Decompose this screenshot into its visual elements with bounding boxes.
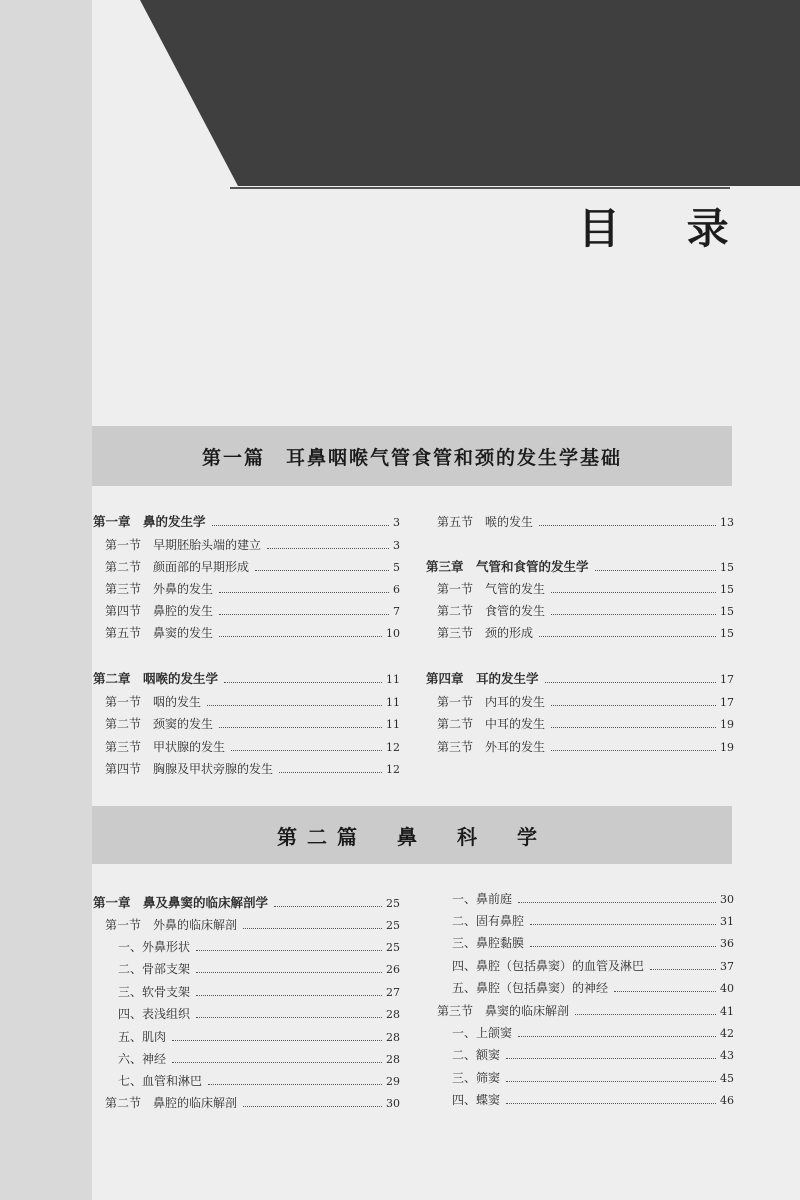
page-number: 43 bbox=[720, 1049, 734, 1062]
toc-subsection[interactable]: 六、神经 28 bbox=[118, 1049, 400, 1070]
toc-section[interactable]: 第二节 食管的发生 15 bbox=[437, 601, 734, 622]
leader-dots bbox=[219, 613, 389, 615]
page-number: 17 bbox=[720, 673, 734, 686]
page-number: 30 bbox=[386, 1097, 400, 1110]
leader-dots bbox=[219, 635, 382, 637]
left-edge-strip bbox=[0, 0, 92, 1200]
leader-dots bbox=[506, 1102, 716, 1104]
toc-chapter[interactable]: 第二章 咽喉的发生学 11 bbox=[93, 669, 400, 690]
toc-section[interactable]: 第三节 鼻窦的临床解剖 41 bbox=[437, 1001, 734, 1022]
leader-dots bbox=[196, 971, 382, 973]
toc-subsection[interactable]: 四、表浅组织 28 bbox=[118, 1004, 400, 1025]
page-number: 30 bbox=[720, 893, 734, 906]
page-number: 31 bbox=[720, 915, 734, 928]
page-number: 5 bbox=[393, 561, 400, 574]
leader-dots bbox=[506, 1080, 716, 1082]
toc-section[interactable]: 第三节 外鼻的发生 6 bbox=[105, 579, 400, 600]
leader-dots bbox=[551, 704, 716, 706]
leader-dots bbox=[212, 524, 389, 526]
page-number: 46 bbox=[720, 1094, 734, 1107]
toc-subsection[interactable]: 三、软骨支架 27 bbox=[118, 982, 400, 1003]
page-number: 11 bbox=[386, 696, 400, 709]
page-number: 26 bbox=[386, 963, 400, 976]
toc-subsection[interactable]: 一、鼻前庭 30 bbox=[452, 889, 734, 910]
leader-dots bbox=[267, 547, 389, 549]
toc-chapter[interactable]: 第三章 气管和食管的发生学 15 bbox=[426, 557, 734, 578]
page-number: 41 bbox=[720, 1005, 734, 1018]
leader-dots bbox=[255, 569, 389, 571]
page-number: 12 bbox=[386, 763, 400, 776]
leader-dots bbox=[614, 990, 716, 992]
page-number: 15 bbox=[720, 605, 734, 618]
leader-dots bbox=[196, 994, 382, 996]
leader-dots bbox=[575, 1013, 716, 1015]
toc-section[interactable]: 第四节 鼻腔的发生 7 bbox=[105, 601, 400, 622]
toc-subsection[interactable]: 二、骨部支架 26 bbox=[118, 959, 400, 980]
page-number: 3 bbox=[393, 516, 400, 529]
toc-section[interactable]: 第三节 甲状腺的发生 12 bbox=[105, 737, 400, 758]
leader-dots bbox=[551, 613, 716, 615]
toc-section[interactable]: 第二节 颈窦的发生 11 bbox=[105, 714, 400, 735]
toc-subsection[interactable]: 三、筛窦 45 bbox=[452, 1068, 734, 1089]
toc-subsection[interactable]: 二、固有鼻腔 31 bbox=[452, 911, 734, 932]
toc-section[interactable]: 第三节 颈的形成 15 bbox=[437, 623, 734, 644]
toc-section[interactable]: 第二节 颜面部的早期形成 5 bbox=[105, 557, 400, 578]
toc-section[interactable]: 第二节 鼻腔的临床解剖 30 bbox=[105, 1093, 400, 1114]
leader-dots bbox=[595, 569, 716, 571]
leader-dots bbox=[224, 681, 382, 683]
part-one-banner: 第一篇 耳鼻咽喉气管食管和颈的发生学基础 bbox=[92, 426, 732, 486]
page-number: 25 bbox=[386, 941, 400, 954]
toc-section[interactable]: 第五节 喉的发生 13 bbox=[437, 512, 734, 533]
leader-dots bbox=[506, 1057, 716, 1059]
toc-subsection[interactable]: 四、鼻腔（包括鼻窦）的血管及淋巴 37 bbox=[452, 956, 734, 977]
page-number: 29 bbox=[386, 1075, 400, 1088]
toc-section[interactable]: 第一节 气管的发生 15 bbox=[437, 579, 734, 600]
page-number: 6 bbox=[393, 583, 400, 596]
toc-section[interactable]: 第三节 外耳的发生 19 bbox=[437, 737, 734, 758]
page-number: 15 bbox=[720, 583, 734, 596]
page-number: 25 bbox=[386, 897, 400, 910]
toc-section[interactable]: 第一节 咽的发生 11 bbox=[105, 692, 400, 713]
toc-section[interactable]: 第一节 内耳的发生 17 bbox=[437, 692, 734, 713]
leader-dots bbox=[243, 1105, 382, 1107]
page-number: 28 bbox=[386, 1053, 400, 1066]
toc-section[interactable]: 第二节 中耳的发生 19 bbox=[437, 714, 734, 735]
page-number: 17 bbox=[720, 696, 734, 709]
leader-dots bbox=[243, 927, 382, 929]
leader-dots bbox=[530, 923, 716, 925]
leader-dots bbox=[172, 1061, 382, 1063]
page-number: 28 bbox=[386, 1008, 400, 1021]
leader-dots bbox=[231, 749, 382, 751]
leader-dots bbox=[196, 1016, 382, 1018]
page-number: 45 bbox=[720, 1072, 734, 1085]
toc-chapter[interactable]: 第四章 耳的发生学 17 bbox=[426, 669, 734, 690]
page-number: 36 bbox=[720, 937, 734, 950]
leader-dots bbox=[545, 681, 716, 683]
page-number: 7 bbox=[393, 605, 400, 618]
page-number: 11 bbox=[386, 718, 400, 731]
leader-dots bbox=[518, 901, 716, 903]
leader-dots bbox=[196, 949, 382, 951]
toc-subsection[interactable]: 五、鼻腔（包括鼻窦）的神经 40 bbox=[452, 978, 734, 999]
leader-dots bbox=[208, 1083, 382, 1085]
page-number: 42 bbox=[720, 1027, 734, 1040]
toc-subsection[interactable]: 五、肌肉 28 bbox=[118, 1027, 400, 1048]
toc-section[interactable]: 第四节 胸腺及甲状旁腺的发生 12 bbox=[105, 759, 400, 780]
page-number: 15 bbox=[720, 627, 734, 640]
toc-subsection[interactable]: 七、血管和淋巴 29 bbox=[118, 1071, 400, 1092]
page-number: 40 bbox=[720, 982, 734, 995]
page-number: 10 bbox=[386, 627, 400, 640]
leader-dots bbox=[219, 726, 382, 728]
page-number: 12 bbox=[386, 741, 400, 754]
leader-dots bbox=[539, 524, 716, 526]
toc-section[interactable]: 第一节 外鼻的临床解剖 25 bbox=[105, 915, 400, 936]
leader-dots bbox=[551, 749, 716, 751]
toc-subsection[interactable]: 四、蝶窦 46 bbox=[452, 1090, 734, 1111]
page-number: 13 bbox=[720, 516, 734, 529]
toc-chapter[interactable]: 第一章 鼻的发生学 3 bbox=[93, 512, 400, 533]
toc-chapter[interactable]: 第一章 鼻及鼻窦的临床解剖学 25 bbox=[93, 893, 400, 914]
page-number: 3 bbox=[393, 539, 400, 552]
part-two-banner: 第二篇 鼻 科 学 bbox=[92, 806, 732, 864]
leader-dots bbox=[518, 1035, 716, 1037]
page-number: 11 bbox=[386, 673, 400, 686]
page-number: 19 bbox=[720, 718, 734, 731]
page-number: 28 bbox=[386, 1031, 400, 1044]
leader-dots bbox=[207, 704, 382, 706]
leader-dots bbox=[219, 591, 389, 593]
page-number: 27 bbox=[386, 986, 400, 999]
leader-dots bbox=[279, 771, 382, 773]
dark-corner-shape bbox=[140, 0, 800, 186]
leader-dots bbox=[274, 905, 382, 907]
toc-subsection[interactable]: 三、鼻腔黏膜 36 bbox=[452, 933, 734, 954]
page-number: 15 bbox=[720, 561, 734, 574]
leader-dots bbox=[551, 591, 716, 593]
toc-subsection[interactable]: 一、上颌窦 42 bbox=[452, 1023, 734, 1044]
leader-dots bbox=[650, 968, 716, 970]
toc-section[interactable]: 第五节 鼻窦的发生 10 bbox=[105, 623, 400, 644]
leader-dots bbox=[551, 726, 716, 728]
leader-dots bbox=[172, 1039, 382, 1041]
toc-section[interactable]: 第一节 早期胚胎头端的建立 3 bbox=[105, 535, 400, 556]
page-number: 37 bbox=[720, 960, 734, 973]
leader-dots bbox=[539, 635, 716, 637]
leader-dots bbox=[530, 945, 716, 947]
page-title: 目 录 bbox=[578, 204, 755, 253]
page-number: 19 bbox=[720, 741, 734, 754]
toc-subsection[interactable]: 二、额窦 43 bbox=[452, 1045, 734, 1066]
toc-subsection[interactable]: 一、外鼻形状 25 bbox=[118, 937, 400, 958]
page-number: 25 bbox=[386, 919, 400, 932]
